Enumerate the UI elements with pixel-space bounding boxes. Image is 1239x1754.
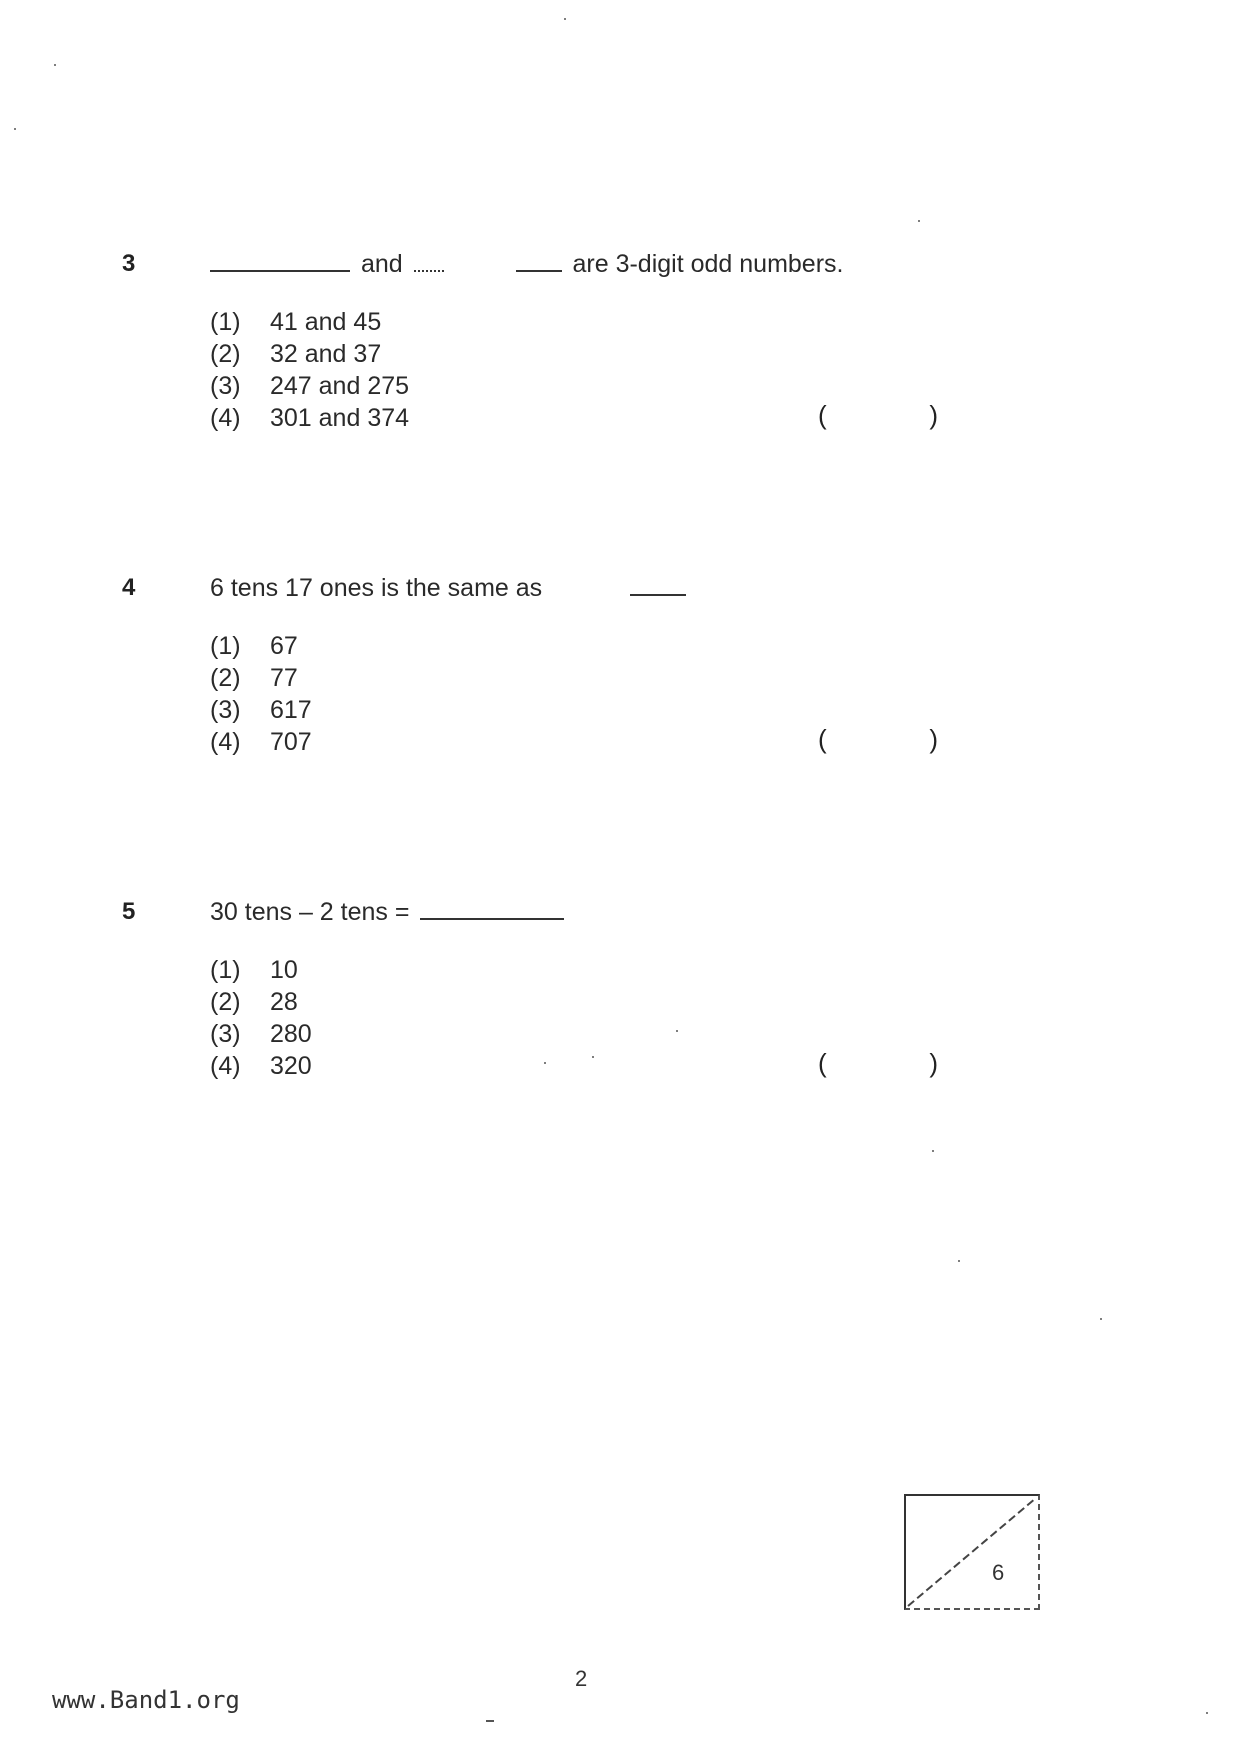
question-number: 4 [122, 574, 136, 601]
answer-brackets: ( ) [818, 724, 938, 754]
option-2: (2) 28 [210, 988, 298, 1016]
question-text: 30 tens – 2 tens = [210, 898, 568, 927]
question-text: 6 tens 17 ones is the same as [210, 574, 690, 603]
question-text-and: and [360, 250, 403, 278]
question-text [210, 250, 843, 279]
options-list [210, 956, 312, 1084]
question-text-tail: are 3-digit odd numbers. [572, 250, 844, 278]
options-list [210, 308, 409, 436]
option-1: (1) 41 and 45 [210, 308, 382, 336]
scan-speck [1100, 1318, 1102, 1320]
options-list [210, 632, 312, 760]
answer-blank [210, 250, 350, 272]
answer-blank [414, 250, 444, 272]
scan-speck [932, 1150, 934, 1152]
option-4: (4) 320 [210, 1052, 312, 1080]
score-value: 6 [992, 1560, 1005, 1585]
option-4: (4) 707 [210, 728, 312, 756]
score-box [904, 1494, 1040, 1610]
scan-speck [676, 1030, 678, 1032]
option-2: (2) 77 [210, 664, 298, 692]
option-1: (1) 10 [210, 956, 298, 984]
answer-brackets: ( ) [818, 400, 938, 430]
option-4: (4) 301 and 374 [210, 404, 410, 432]
score-box-diagonal [906, 1496, 1038, 1608]
scan-speck [54, 64, 56, 66]
option-3: (3) 617 [210, 696, 312, 724]
scan-speck [544, 1062, 546, 1064]
scan-speck [564, 18, 566, 20]
answer-blank [630, 574, 686, 596]
option-3: (3) 280 [210, 1020, 312, 1048]
scan-speck [486, 1720, 494, 1722]
option-2: (2) 32 and 37 [210, 340, 382, 368]
answer-blank [516, 250, 562, 272]
scan-speck [1206, 1712, 1208, 1714]
page-number: 2 [575, 1666, 588, 1691]
answer-brackets: ( ) [818, 1048, 938, 1078]
scan-speck [14, 128, 16, 130]
footer-site: www.Band1.org [52, 1686, 240, 1714]
answer-blank [420, 898, 564, 920]
question-number: 3 [122, 250, 136, 277]
question-number: 5 [122, 898, 136, 925]
scan-speck [958, 1260, 960, 1262]
scan-speck [592, 1056, 594, 1058]
option-1: (1) 67 [210, 632, 298, 660]
scan-speck [918, 220, 920, 222]
option-3: (3) 247 and 275 [210, 372, 410, 400]
